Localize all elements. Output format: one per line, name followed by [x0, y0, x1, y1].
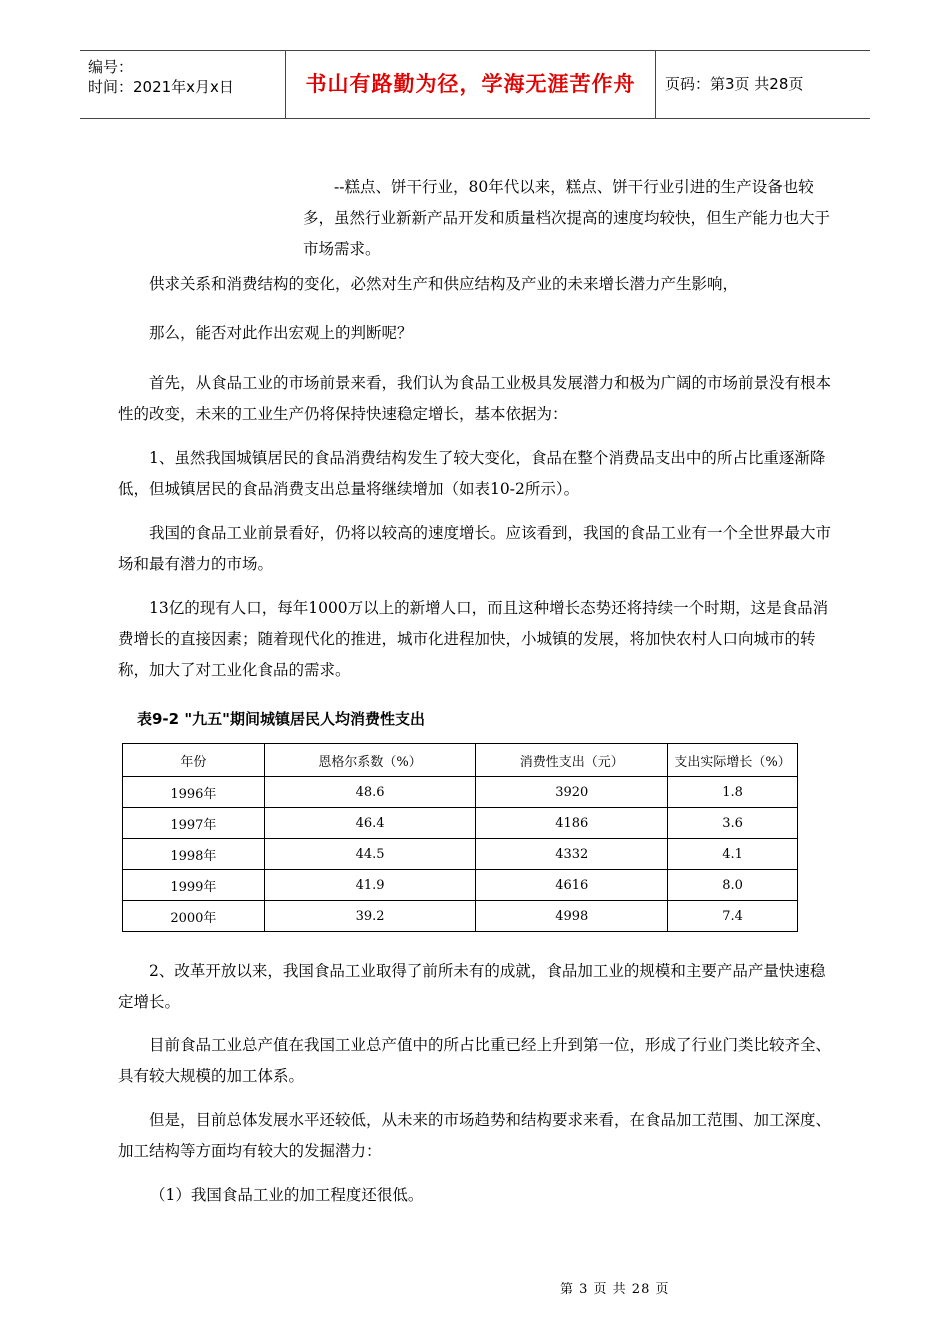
header-motto: 书山有路勤为径，学海无涯苦作舟 [305, 72, 636, 96]
quote-paragraph: --糕点、饼干行业，80年代以来，糕点、饼干行业引进的生产设备也较多，虽然行业新新产品开发和质量档次提高的速度均较快，但生产能力也大于市场需求。 [303, 178, 831, 258]
table-cell: 48.6 [264, 777, 476, 808]
table-cell: 1.8 [668, 777, 798, 808]
table-row [123, 870, 798, 901]
table-caption: 表9-2 "九五"期间城镇居民人均消费性支出 [137, 710, 425, 728]
body-paragraph: 那么，能否对此作出宏观上的判断呢？ [149, 324, 413, 342]
table-cell: 41.9 [264, 870, 476, 901]
table-row [123, 901, 798, 932]
table-header-row [123, 744, 798, 777]
body-paragraph: 1、虽然我国城镇居民的食品消费结构发生了较大变化，食品在整个消费品支出中的所占比重逐渐降低，但城镇居民的食品消费支出总量将继续增加（如表10-2所示）。 [118, 449, 826, 498]
table-cell: 4186 [476, 808, 668, 839]
column-header: 恩格尔系数（%） [264, 744, 476, 777]
table-cell: 7.4 [668, 901, 798, 932]
table-cell: 1996年 [123, 777, 265, 808]
table-row [123, 777, 798, 808]
column-header: 消费性支出（元） [476, 744, 668, 777]
body-paragraph: 目前食品工业总产值在我国工业总产值中的所占比重已经上升到第一位，形成了行业门类比较齐全、具有较大规模的加工体系。 [118, 1036, 832, 1085]
column-header: 年份 [123, 744, 265, 777]
table-cell: 3.6 [668, 808, 798, 839]
header-divider [655, 51, 656, 118]
body-paragraph: （1）我国食品工业的加工程度还很低。 [150, 1186, 424, 1204]
page-header [80, 50, 870, 119]
table-cell: 1997年 [123, 808, 265, 839]
table-row [123, 839, 798, 870]
body-paragraph: 我国的食品工业前景看好，仍将以较高的速度增长。应该看到，我国的食品工业有一个全世界最大市场和最有潜力的市场。 [118, 524, 832, 573]
date-label: 时间：2021年x月x日 [88, 78, 234, 96]
table-cell: 1998年 [123, 839, 265, 870]
table-cell: 4616 [476, 870, 668, 901]
table-cell: 3920 [476, 777, 668, 808]
body-paragraph: 13亿的现有人口，每年1000万以上的新增人口，而且这种增长态势还将持续一个时期，这是食品消费增长的直接因素；随着现代化的推进，城市化进程加快，小城镇的发展，将加快农村人口向城市的转称，加大了对工业化食品的需求。 [118, 599, 829, 679]
table-cell: 8.0 [668, 870, 798, 901]
consumption-table [122, 743, 798, 932]
page-footer: 第 3 页 共 28 页 [560, 1282, 670, 1297]
table-cell: 2000年 [123, 901, 265, 932]
column-header: 支出实际增长（%） [668, 744, 798, 777]
table-cell: 46.4 [264, 808, 476, 839]
table-cell: 1999年 [123, 870, 265, 901]
table-row [123, 808, 798, 839]
body-paragraph: 但是，目前总体发展水平还较低，从未来的市场趋势和结构要求来看，在食品加工范围、加工深度、加工结构等方面均有较大的发掘潜力： [118, 1111, 832, 1160]
table-cell: 4332 [476, 839, 668, 870]
body-paragraph: 首先，从食品工业的市场前景来看，我们认为食品工业极具发展潜力和极为广阔的市场前景没有根本性的改变，未来的工业生产仍将保持快速稳定增长，基本依据为： [118, 374, 832, 423]
header-page-number: 页码：第3页 共28页 [665, 75, 804, 93]
table-cell: 4.1 [668, 839, 798, 870]
table-cell: 44.5 [264, 839, 476, 870]
body-paragraph: 2、改革开放以来，我国食品工业取得了前所未有的成就，食品加工业的规模和主要产品产量快速稳定增长。 [118, 962, 826, 1011]
body-paragraph: 供求关系和消费结构的变化，必然对生产和供应结构及产业的未来增长潜力产生影响， [149, 275, 739, 293]
table-cell: 4998 [476, 901, 668, 932]
code-label: 编号： [88, 58, 134, 76]
table-cell: 39.2 [264, 901, 476, 932]
header-meta [88, 57, 234, 97]
